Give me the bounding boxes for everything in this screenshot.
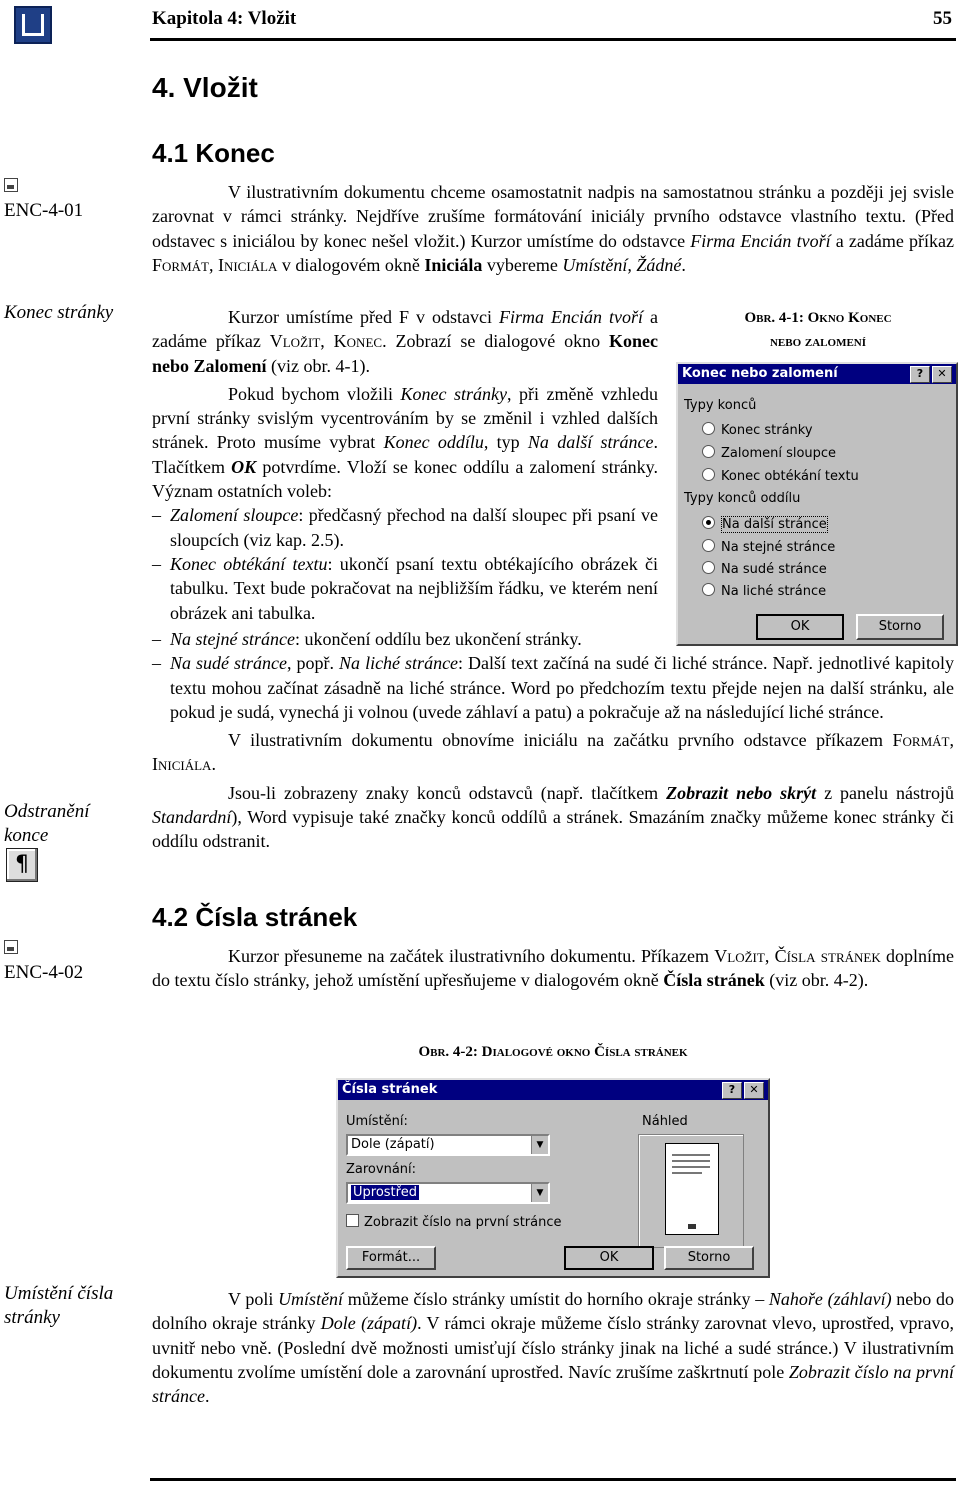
ok-button[interactable]: OK — [564, 1246, 654, 1270]
first-page-checkbox[interactable]: Zobrazit číslo na první stránce — [346, 1214, 562, 1230]
sidebar-odstraneni-konce: Odstranění konce — [4, 801, 90, 846]
checkbox-icon — [346, 1214, 359, 1227]
sidebar-enc1 — [4, 178, 83, 222]
page-header — [150, 4, 956, 41]
preview-label: Náhled — [642, 1114, 688, 1129]
paragraph: Kurzor umístíme před F v odstavci Firma Encián tvoří a zadáme příkaz Vložit, Konec. Zobrazí se dialogové okno Konec nebo Zalomení (viz obr. 4-1). Pokud bychom vložili Konec stránky, při změně vzhledu první stránky svislým vycentrováním by se změnil i vzhled dalších stránek. Proto musíme vybrat Konec oddílu, typ Na další stránce. Tlačítkem OK potvrdíme. Vloží se konec oddílu a zalomení stránky. Význam ostatních voleb: – Zalomení sloupce: předčasný přechod na další sloupec při psaní ve sloupcích (viz kap. 2.5). – Konec obtékání textu: ukončí psaní textu obtékajícího obrázek či tabulku. Text bude pokračovat na nejbližším řádku, ve kterém není obrázek ani tabulka. — [152, 305, 658, 625]
group-label: Typy konců — [684, 398, 757, 413]
preview-frame — [638, 1134, 744, 1248]
cancel-button[interactable]: Storno — [856, 614, 944, 640]
disk-icon — [4, 178, 18, 192]
label-umisteni: Umístění: — [346, 1114, 408, 1129]
preview-page — [665, 1143, 719, 1235]
paragraph: V poli Umístění můžeme číslo stránky umístit do horního okraje stránky – Nahoře (záhlaví) nebo do dolního okraje stránky Dole (zápatí). V rámci okraje můžeme číslo stránky zarovnat vlevo, uprostřed, vpravo, uvnitř nebo vně. (Poslední dvě možnosti umisťují číslo stránky jinak na liché a sudé stránce.) V ilustrativním dokumentu zvolíme umístění dole a zarovnání uprostřed. Navíc zrušíme zaškrtnutí pole Zobrazit číslo na první stránce. — [152, 1289, 955, 1407]
umisteni-select[interactable]: Dole (zápatí) ▼ — [346, 1134, 550, 1156]
radio-na-stejne-strance[interactable]: Na stejné stránce — [702, 539, 835, 555]
footer-rule — [150, 1478, 956, 1481]
chapter-title: 4. Vložit — [152, 72, 258, 103]
sidebar-konec-stranky: Konec stránky — [4, 302, 114, 323]
radio-na-dalsi-strance[interactable]: Na další stránce — [702, 516, 828, 532]
disk-icon — [4, 940, 18, 954]
paragraph: – Na stejné stránce: ukončení oddílu bez ukončení stránky. – Na sudé stránce, popř. Na liché stránce: Další text začíná na sudé či liché stránce. Např. jednotlivé kapitoly textu mohou začínat zásadně na liché stránce. Word po předchozím textu přejde nejen na další stránku, ale pokud je sudá, vynechá ji volnou (uvede záhlaví a patu) a pokračuje až na následující liché stránce. V ilustrativním dokumentu obnovíme iniciálu na začátku prvního odstavce příkazem Formát, Iniciála. Jsou-li zobrazeny znaky konců odstavců (např. tlačítkem Zobrazit nebo skrýt z panelu nástrojů Standardní), Word vypisuje také značky konců oddílů a stránek. Smazáním značky můžeme konec stránky či oddílu odstranit. — [152, 627, 954, 854]
ok-button[interactable]: OK — [756, 614, 844, 640]
page-number: 55 — [933, 8, 952, 29]
dialog-title: Čísla stránek — [342, 1082, 438, 1097]
list-item: – Na sudé stránce, popř. Na liché stránce: Další text začíná na sudé či liché stránce. Např. jednotlivé kapitoly textu mohou začínat zásadně na liché stránce. Word po předchozím textu přejde nejen na další stránku, ale pokud je sudá, vynechá ji volnou (uvede záhlaví a patu) a pokračuje až na následující liché stránce. — [152, 651, 954, 724]
cancel-button[interactable]: Storno — [664, 1246, 754, 1270]
radio-zalomeni-sloupce[interactable]: Zalomení sloupce — [702, 445, 836, 461]
paragraph: Kurzor přesuneme na začátek ilustrativního dokumentu. Příkazem Vložit, Čísla stránek doplníme do textu číslo stránky, jehož umístění upřesňujeme v dialogovém okně Čísla stránek (viz obr. 4-2). — [152, 946, 954, 991]
close-icon[interactable]: ✕ — [932, 366, 952, 383]
list-item: – Zalomení sloupce: předčasný přechod na další sloupec při psaní ve sloupcích (viz kap. 2.5). — [152, 503, 658, 552]
help-icon[interactable]: ? — [910, 366, 930, 383]
paragraph: V ilustrativním dokumentu chceme osamostatnit nadpis na samostatnou stránku a později jej svisle zarovnat v rámci stránky. Nejdříve zrušíme formátování iniciály prvního odstavce vlastního textu. (Před odstavec s iniciálou by konec nešel vložit.) Kurzor umístíme do odstavce Firma Encián tvoří a zadáme příkaz Formát, Iniciála v dialogovém okně Iniciála vybereme Umístění, Žádné. — [152, 182, 955, 275]
dialog-titlebar — [338, 1080, 768, 1100]
page-numbers-dialog — [336, 1078, 770, 1278]
figure-caption: Obr. 4-2: Dialogové okno Čísla stránek — [418, 1044, 688, 1060]
radio-na-sude-strance[interactable]: Na sudé stránce — [702, 561, 827, 577]
break-dialog — [676, 362, 958, 646]
radio-konec-stranky[interactable]: Konec stránky — [702, 422, 813, 438]
list-item: – Konec obtékání textu: ukončí psaní textu obtékajícího obrázek či tabulku. Text bude pokračovat na nejbližším řádku, ve kterém není obrázek ani tabulka. — [152, 552, 658, 625]
section-title-konec: 4.1 Konec — [152, 138, 275, 168]
figure-caption: Obr. 4-1: Okno Konec nebo zalomení — [744, 310, 892, 350]
dialog-titlebar — [678, 364, 956, 384]
radio-konec-obtekani[interactable]: Konec obtékání textu — [702, 468, 859, 484]
group-label: Typy konců oddílu — [684, 491, 801, 506]
book-logo-icon — [14, 6, 52, 44]
header-title: Kapitola 4: Vložit — [152, 8, 297, 29]
chevron-down-icon: ▼ — [531, 1184, 548, 1202]
dialog-title: Konec nebo zalomení — [682, 366, 838, 381]
list-item: – Na stejné stránce: ukončení oddílu bez ukončení stránky. — [152, 627, 954, 651]
section-title-cisla: 4.2 Čísla stránek — [152, 902, 358, 932]
enc-label: ENC-4-02 — [4, 962, 84, 983]
chevron-down-icon: ▼ — [531, 1136, 548, 1154]
show-hide-pilcrow-icon: ¶ — [6, 848, 38, 882]
sidebar-umisteni-cisla: Umístění čísla stránky — [4, 1283, 114, 1328]
zarovnani-select[interactable]: Uprostřed ▼ — [346, 1182, 550, 1204]
enc-label: ENC-4-01 — [4, 200, 84, 221]
sidebar-enc2 — [4, 940, 83, 984]
close-icon[interactable]: ✕ — [744, 1082, 764, 1099]
radio-na-liche-strance[interactable]: Na liché stránce — [702, 583, 826, 599]
help-icon[interactable]: ? — [722, 1082, 742, 1099]
label-zarovnani: Zarovnání: — [346, 1162, 417, 1177]
format-button[interactable]: Formát... — [346, 1246, 436, 1270]
